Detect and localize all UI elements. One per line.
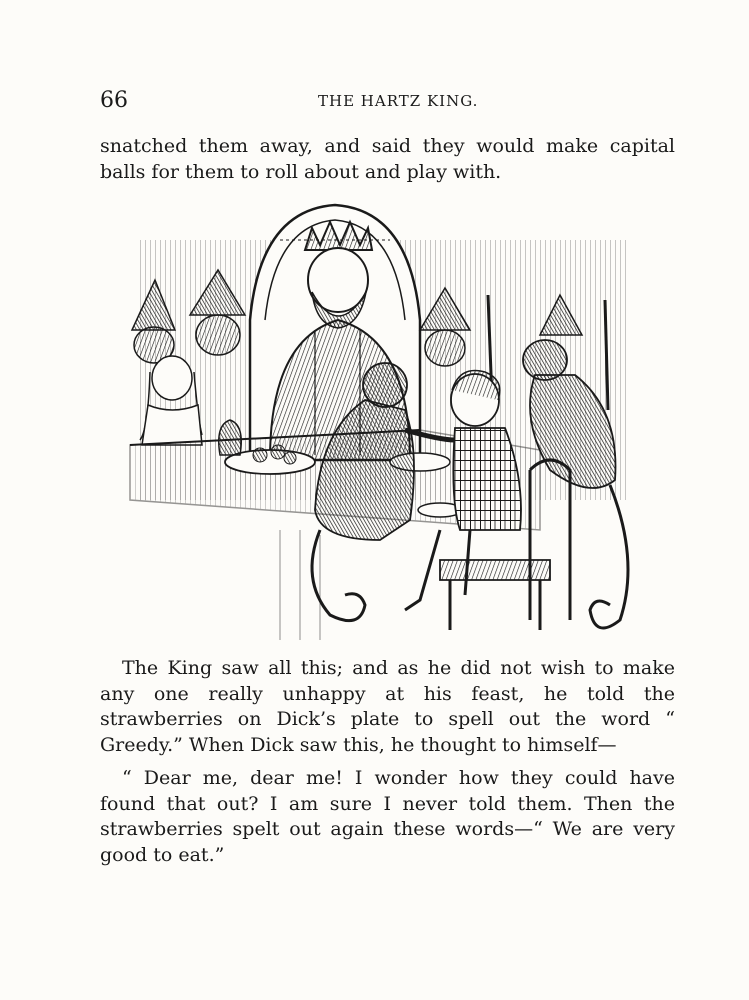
page-header — [100, 88, 675, 116]
decanter-icon — [219, 420, 242, 455]
engraving-svg — [120, 200, 650, 645]
running-title: THE HARTZ KING. — [318, 92, 479, 110]
paragraph-1: snatched them away, and said they would make capital balls for them to roll about and play with. — [100, 135, 675, 183]
paragraph-3: “ Dear me, dear me! I wonder how they could have found that out? I am sure I never told them. Then the strawberries spelt out again these words—“ We are very good to eat.” — [100, 767, 675, 866]
paragraph-2: The King saw all this; and as he did not wish to make any one really unhappy at his feast, he told the strawberries on Dick’s plate to spell out the word “ Greedy.” When Dick saw this, he thought to himself— — [100, 657, 675, 756]
engraving-illustration — [120, 200, 650, 645]
page-number: 66 — [100, 88, 128, 113]
monkey-tail-right — [590, 485, 628, 628]
